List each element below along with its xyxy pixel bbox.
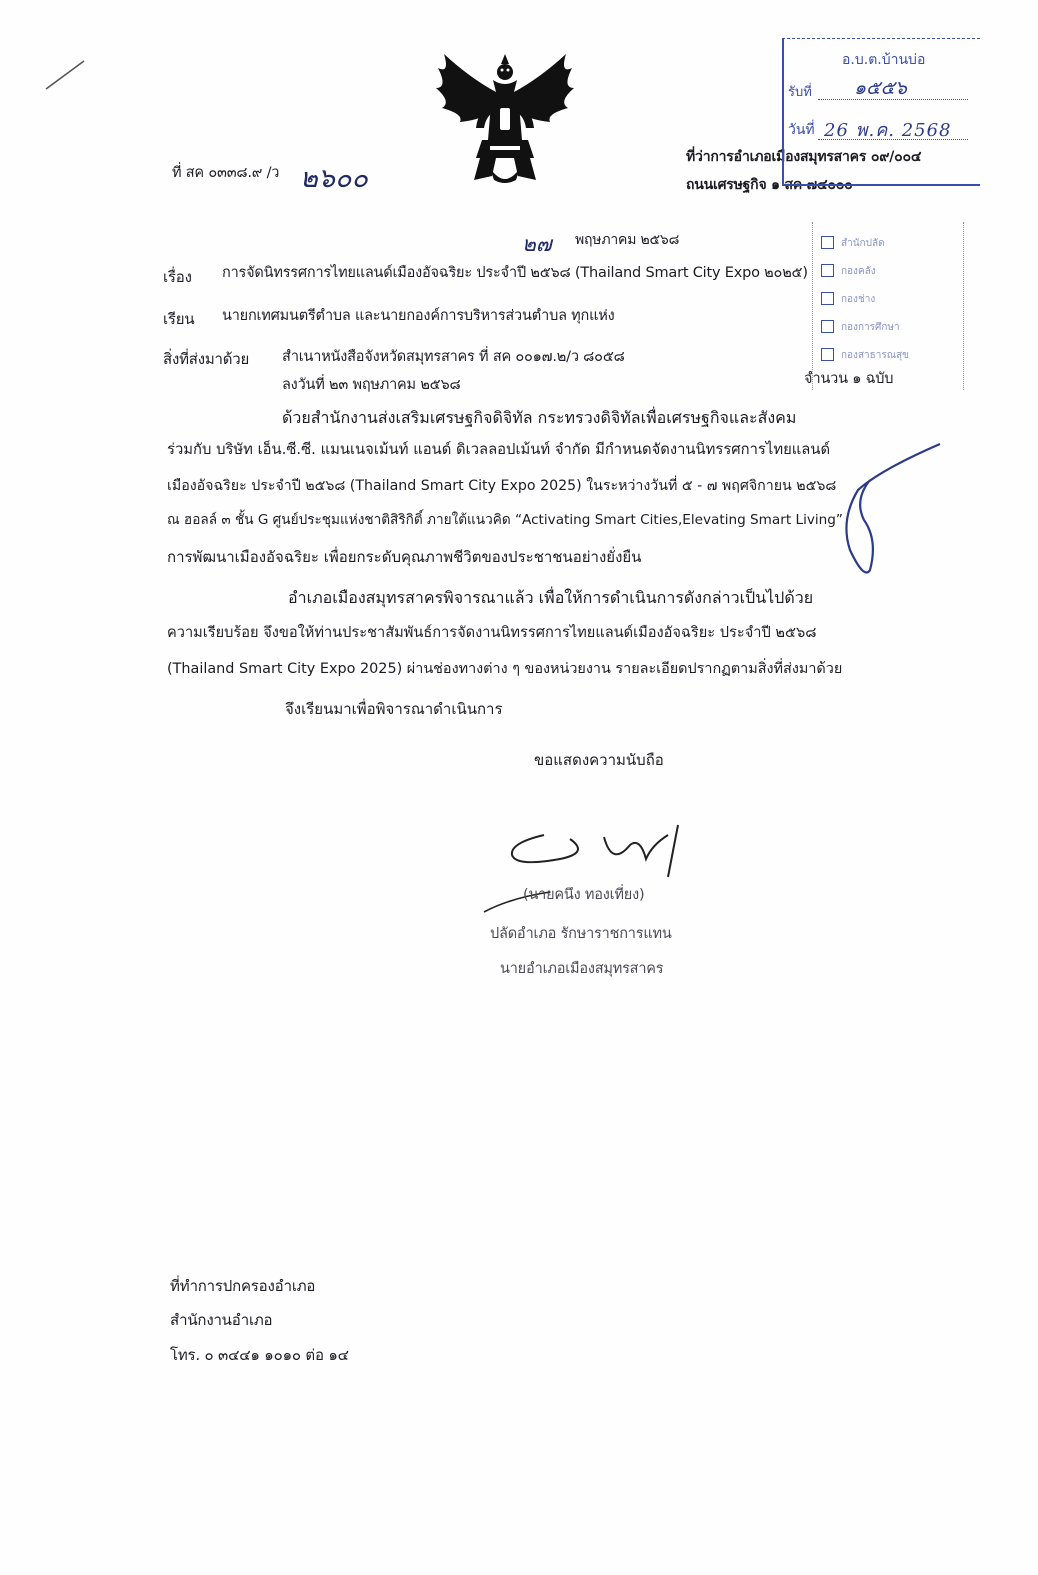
body-p2-line2: ความเรียบร้อย จึงขอให้ท่านประชาสัมพันธ์การจัดงานนิทรรศการไทยแลนด์เมืองอัจฉริยะ ประจำปี ๒๕๖๘ (167, 624, 817, 641)
routing-checkbox (821, 264, 834, 277)
signatory-position1: ปลัดอำเภอ รักษาราชการแทน (490, 926, 672, 942)
body-p1-line1: ด้วยสำนักงานส่งเสริมเศรษฐกิจดิจิทัล กระทรวงดิจิทัลเพื่อเศรษฐกิจและสังคม (282, 408, 797, 427)
contact-line2: สำนักงานอำเภอ (170, 1311, 273, 1329)
routing-checkbox (821, 348, 834, 361)
stamp-org: อ.บ.ต.บ้านบ่อ (842, 52, 926, 68)
routing-item-label: กองคลัง (841, 266, 876, 277)
stamp-date-value: 26 พ.ค. 2568 (824, 120, 952, 141)
routing-checkbox (821, 292, 834, 305)
body-p2-line1: อำเภอเมืองสมุทรสาครพิจารณาแล้ว เพื่อให้การดำเนินการดังกล่าวเป็นไปด้วย (288, 588, 814, 607)
date-month-year: พฤษภาคม ๒๕๖๘ (575, 232, 680, 248)
enclosure-label: สิ่งที่ส่งมาด้วย (163, 350, 250, 368)
body-p1-line2: ร่วมกับ บริษัท เอ็น.ซี.ซี. แมนเนจเม้นท์ แอนด์ ดิเวลลอปเม้นท์ จำกัด มีกำหนดจัดงานนิทรรศการไทยแลนด์ (167, 441, 831, 458)
issuer-office: ที่ว่าการอำเภอเมืองสมุทรสาคร ๐๙/๐๐๔ (686, 149, 922, 165)
enclosure-line2: ลงวันที่ ๒๓ พฤษภาคม ๒๕๖๘ (282, 377, 461, 393)
date-day-handwritten: ๒๗ (522, 232, 552, 256)
body-p1-line3: เมืองอัจฉริยะ ประจำปี ๒๕๖๘ (Thailand Smart City Expo 2025) ในระหว่างวันที่ ๕ - ๗ พฤศจิกายน ๒๕๖๘ (167, 478, 837, 494)
body-p2-line3: (Thailand Smart City Expo 2025) ผ่านช่องทางต่าง ๆ ของหน่วยงาน รายละเอียดปรากฏตามสิ่งที่ส่งมาด้วย (167, 661, 843, 677)
routing-checklist (812, 222, 964, 390)
body-p1-line5: การพัฒนาเมืองอัจฉริยะ เพื่อยกระดับคุณภาพชีวิตของประชาชนอย่างยั่งยืน (167, 548, 642, 566)
stamp-recv-number: ๑๕๕๖ (854, 77, 907, 99)
enclosure-count: จำนวน ๑ ฉบับ (804, 371, 894, 387)
routing-item-label: กองการศึกษา (841, 322, 900, 333)
recipient-text: นายกเทศมนตรีตำบล และนายกองค์การบริหารส่วนตำบล ทุกแห่ง (222, 308, 615, 324)
signatory-position2: นายอำเภอเมืองสมุทรสาคร (500, 961, 664, 977)
subject-text: การจัดนิทรรศการไทยแลนด์เมืองอัจฉริยะ ประจำปี ๒๕๖๘ (Thailand Smart City Expo ๒๐๒๕) (222, 265, 808, 281)
subject-label: เรื่อง (163, 268, 192, 286)
reference-label: ที่ สค ๐๓๓๘.๙ /ว (172, 165, 280, 181)
stamp-recv-label: รับที่ (788, 85, 812, 100)
stamp-date-label: วันที่ (788, 122, 815, 138)
contact-line1: ที่ทำการปกครองอำเภอ (170, 1277, 316, 1295)
routing-checkbox (821, 320, 834, 333)
enclosure-line1: สำเนาหนังสือจังหวัดสมุทรสาคร ที่ สค ๐๐๑๗.๒/ว ๘๐๕๘ (282, 349, 625, 365)
garuda-emblem-icon (430, 48, 580, 190)
body-p3: จึงเรียนมาเพื่อพิจารณาดำเนินการ (285, 700, 503, 718)
routing-item-label: กองช่าง (841, 294, 876, 305)
recipient-label: เรียน (163, 310, 195, 328)
pen-mark-icon (40, 55, 90, 95)
body-p1-line4: ณ ฮอลล์ ๓ ชั้น G ศูนย์ประชุมแห่งชาติสิริกิติ์ ภายใต้แนวคิด “Activating Smart Cities,Elevating Smart Living” (167, 512, 843, 528)
receipt-stamp (782, 38, 980, 186)
signatory-name: (นายคนึง ทองเที่ยง) (523, 887, 645, 903)
reference-number-handwritten: ๒๖๐๐ (300, 163, 368, 194)
closing-text: ขอแสดงความนับถือ (534, 751, 664, 769)
routing-item-label: สำนักปลัด (841, 238, 885, 249)
issuer-address: ถนนเศรษฐกิจ ๑ สค ๗๔๐๐๐ (686, 177, 853, 193)
pen-scribble-icon (820, 430, 950, 590)
routing-item-label: กองสาธารณสุข (841, 350, 909, 361)
contact-line3: โทร. ๐ ๓๔๔๑ ๑๐๑๐ ต่อ ๑๔ (170, 1346, 349, 1364)
routing-checkbox (821, 236, 834, 249)
